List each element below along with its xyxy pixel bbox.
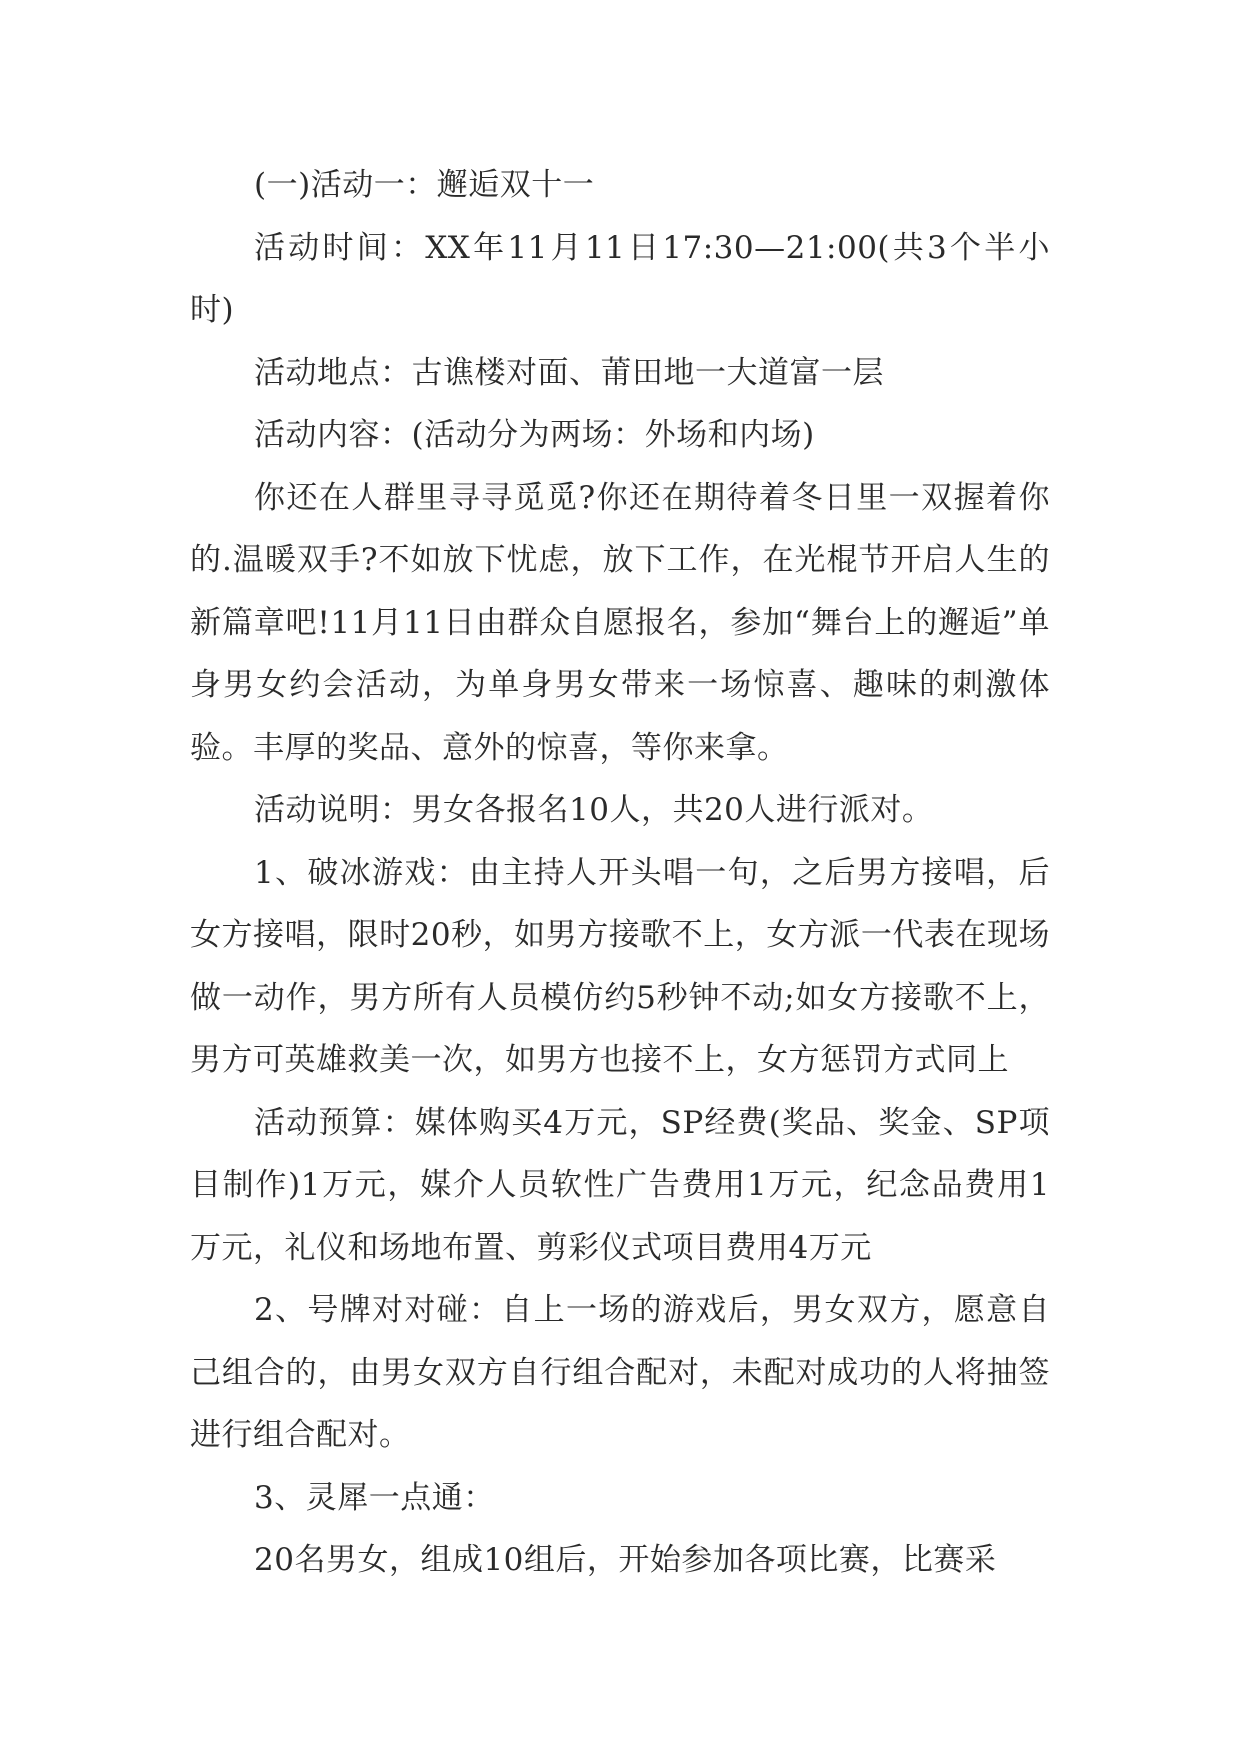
event-content: 活动内容：(活动分为两场：外场和内场)	[254, 417, 815, 453]
section-heading: (一)活动一：邂逅双十一	[254, 167, 595, 203]
intro-paragraph: 你还在人群里寻寻觅觅?你还在期待着冬日里一双握着你的.温暖双手?不如放下忧虑，放下工作，在光棍节开启人生的新篇章吧!11月11日由群众自愿报名，参加“舞台上的邂逅”单身男女约会活动，为单身男女带来一场惊喜、趣味的刺激体验。丰厚的奖品、意外的惊喜，等你来拿。	[190, 479, 1050, 766]
event-time: 活动时间：XX年11月11日17:30—21:00(共3个半小时)	[190, 229, 1050, 328]
document-body	[190, 154, 1050, 1592]
event-location: 活动地点：古谯楼对面、莆田地一大道富一层	[254, 354, 884, 391]
competition-paragraph: 20名男女，组成10组后，开始参加各项比赛，比赛采	[254, 1542, 997, 1578]
event-description: 活动说明：男女各报名10人，共20人进行派对。	[254, 792, 934, 828]
number-matching: 2、号牌对对碰：自上一场的游戏后，男女双方，愿意自己组合的，由男女双方自行组合配对，未配对成功的人将抽签进行组合配对。	[190, 1292, 1050, 1453]
event-budget: 活动预算：媒体购买4万元，SP经费(奖品、奖金、SP项目制作)1万元，媒介人员软性广告费用1万元，纪念品费用1万元，礼仪和场地布置、剪彩仪式项目费用4万元	[190, 1104, 1050, 1266]
icebreaker-game: 1、破冰游戏：由主持人开头唱一句，之后男方接唱，后女方接唱，限时20秒，如男方接歌不上，女方派一代表在现场做一动作，男方所有人员模仿约5秒钟不动;如女方接歌不上，男方可英雄救美一次，如男方也接不上，女方惩罚方式同上	[190, 854, 1050, 1078]
telepathy-heading: 3、灵犀一点通：	[254, 1479, 495, 1516]
